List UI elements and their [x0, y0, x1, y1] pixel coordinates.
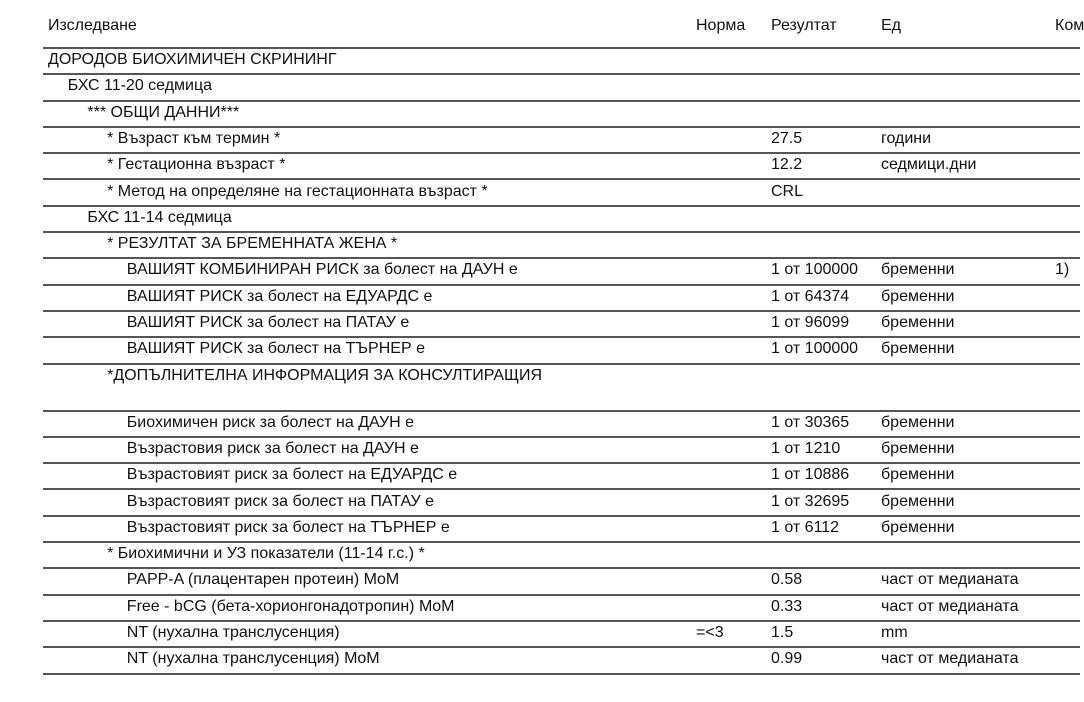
- unit-value: бременни: [881, 261, 955, 279]
- test-name: * Метод на определяне на гестационната възраст *: [107, 182, 488, 200]
- unit-value: бременни: [881, 466, 955, 484]
- result-value: 27.5: [771, 129, 803, 147]
- test-name: Възрастовият риск за болест на ЕДУАРДС е: [126, 466, 458, 484]
- test-name: * Биохимични и УЗ показатели (11-14 г.с.) *: [107, 545, 425, 563]
- table-row: [43, 464, 1080, 490]
- test-name: Free - bCG (бета-хорионгонадотропин) MoM: [126, 597, 455, 615]
- test-name: * Възраст към термин *: [107, 129, 281, 147]
- header-result: Резултат: [771, 17, 837, 34]
- table-row: [43, 543, 1080, 569]
- test-name: Биохимичен риск за болест на ДАУН е: [126, 413, 415, 431]
- test-name: * РЕЗУЛТАТ ЗА БРЕМЕННАТА ЖЕНА *: [107, 235, 398, 253]
- table-row: [43, 233, 1080, 259]
- result-value: 1 от 1210: [771, 439, 841, 457]
- unit-value: бременни: [881, 492, 955, 510]
- test-name: Възрастовият риск за болест на ПАТАУ е: [126, 492, 435, 510]
- test-name: NT (нухална транслусенция) MoM: [126, 650, 380, 668]
- unit-value: бременни: [881, 314, 955, 331]
- table-row: [43, 412, 1080, 438]
- table-row: [43, 312, 1080, 338]
- unit-value: бременни: [881, 413, 955, 431]
- table-row: [43, 596, 1080, 622]
- result-value: 1 от 100000: [771, 340, 859, 358]
- table-row: [43, 286, 1080, 312]
- test-name: PAPP-A (плацентарен протеин) MoM: [126, 571, 400, 589]
- table-row: [43, 365, 1080, 412]
- test-name: ДОРОДОВ БИОХИМИЧЕН СКРИНИНГ: [48, 51, 337, 68]
- header-test: Изследване: [48, 17, 137, 34]
- test-name: * Гестационна възраст *: [107, 156, 286, 174]
- test-name: БХС 11-14 седмица: [87, 208, 232, 226]
- test-name: ВАШИЯТ РИСК за болест на ПАТАУ е: [126, 314, 410, 331]
- table-row: [43, 128, 1080, 154]
- unit-value: част от медианата: [881, 597, 1019, 615]
- result-value: 1 от 10886: [771, 466, 850, 484]
- table-row: [43, 338, 1080, 364]
- header-unit: Ед: [881, 17, 902, 34]
- unit-value: част от медианата: [881, 650, 1019, 668]
- unit-value: седмици.дни: [881, 156, 977, 174]
- result-value: 0.33: [771, 597, 803, 615]
- unit-value: бременни: [881, 287, 955, 305]
- result-value: 1 от 64374: [771, 287, 850, 305]
- table-row: [43, 49, 1080, 75]
- result-value: CRL: [771, 182, 804, 200]
- unit-value: част от медианата: [881, 571, 1019, 589]
- test-name: NT (нухална транслусенция): [126, 624, 340, 641]
- unit-value: mm: [881, 624, 908, 641]
- result-value: 1 от 100000: [771, 261, 859, 279]
- table-row: [43, 517, 1080, 543]
- table-row: [43, 569, 1080, 595]
- table-row: [43, 102, 1080, 128]
- test-name: ВАШИЯТ РИСК за болест на ЕДУАРДС е: [126, 287, 433, 305]
- unit-value: години: [881, 129, 932, 147]
- unit-value: бременни: [881, 340, 955, 358]
- table-row: [43, 259, 1080, 285]
- test-name: Възрастовия риск за болест на ДАУН е: [126, 439, 419, 457]
- test-name: ВАШИЯТ РИСК за болест на ТЪРНЕР е: [126, 340, 425, 358]
- header-norm: Норма: [696, 17, 746, 34]
- result-value: 0.99: [771, 650, 803, 668]
- table-header: [0, 17, 1084, 41]
- result-value: 1.5: [771, 624, 794, 641]
- table-row: [43, 491, 1080, 517]
- test-name: БХС 11-20 седмица: [67, 77, 213, 95]
- result-value: 1 от 96099: [771, 314, 850, 331]
- result-value: 0.58: [771, 571, 803, 589]
- table-row: [43, 75, 1080, 101]
- test-name: ВАШИЯТ КОМБИНИРАН РИСК за болест на ДАУН е: [126, 261, 518, 279]
- table-row: [43, 181, 1080, 207]
- test-name: *** ОБЩИ ДАННИ***: [87, 103, 240, 121]
- table-row: [43, 648, 1080, 674]
- test-name: *ДОПЪЛНИТЕЛНА ИНФОРМАЦИЯ ЗА КОНСУЛТИРАЩИЯ: [107, 366, 543, 384]
- unit-value: бременни: [881, 439, 955, 457]
- result-value: 12.2: [771, 156, 803, 174]
- table-row: [43, 438, 1080, 464]
- table-row: [43, 154, 1080, 180]
- result-value: 1 от 6112: [771, 518, 840, 536]
- result-value: 1 от 32695: [771, 492, 850, 510]
- result-value: 1 от 30365: [771, 413, 850, 431]
- test-name: Възрастовият риск за болест на ТЪРНЕР е: [126, 518, 450, 536]
- table-row: [43, 622, 1080, 648]
- norm-value: =<3: [696, 624, 724, 641]
- unit-value: бременни: [881, 518, 955, 536]
- header-comment: Ком: [1055, 17, 1084, 34]
- table-row: [43, 207, 1080, 233]
- comment-value: 1): [1055, 261, 1070, 279]
